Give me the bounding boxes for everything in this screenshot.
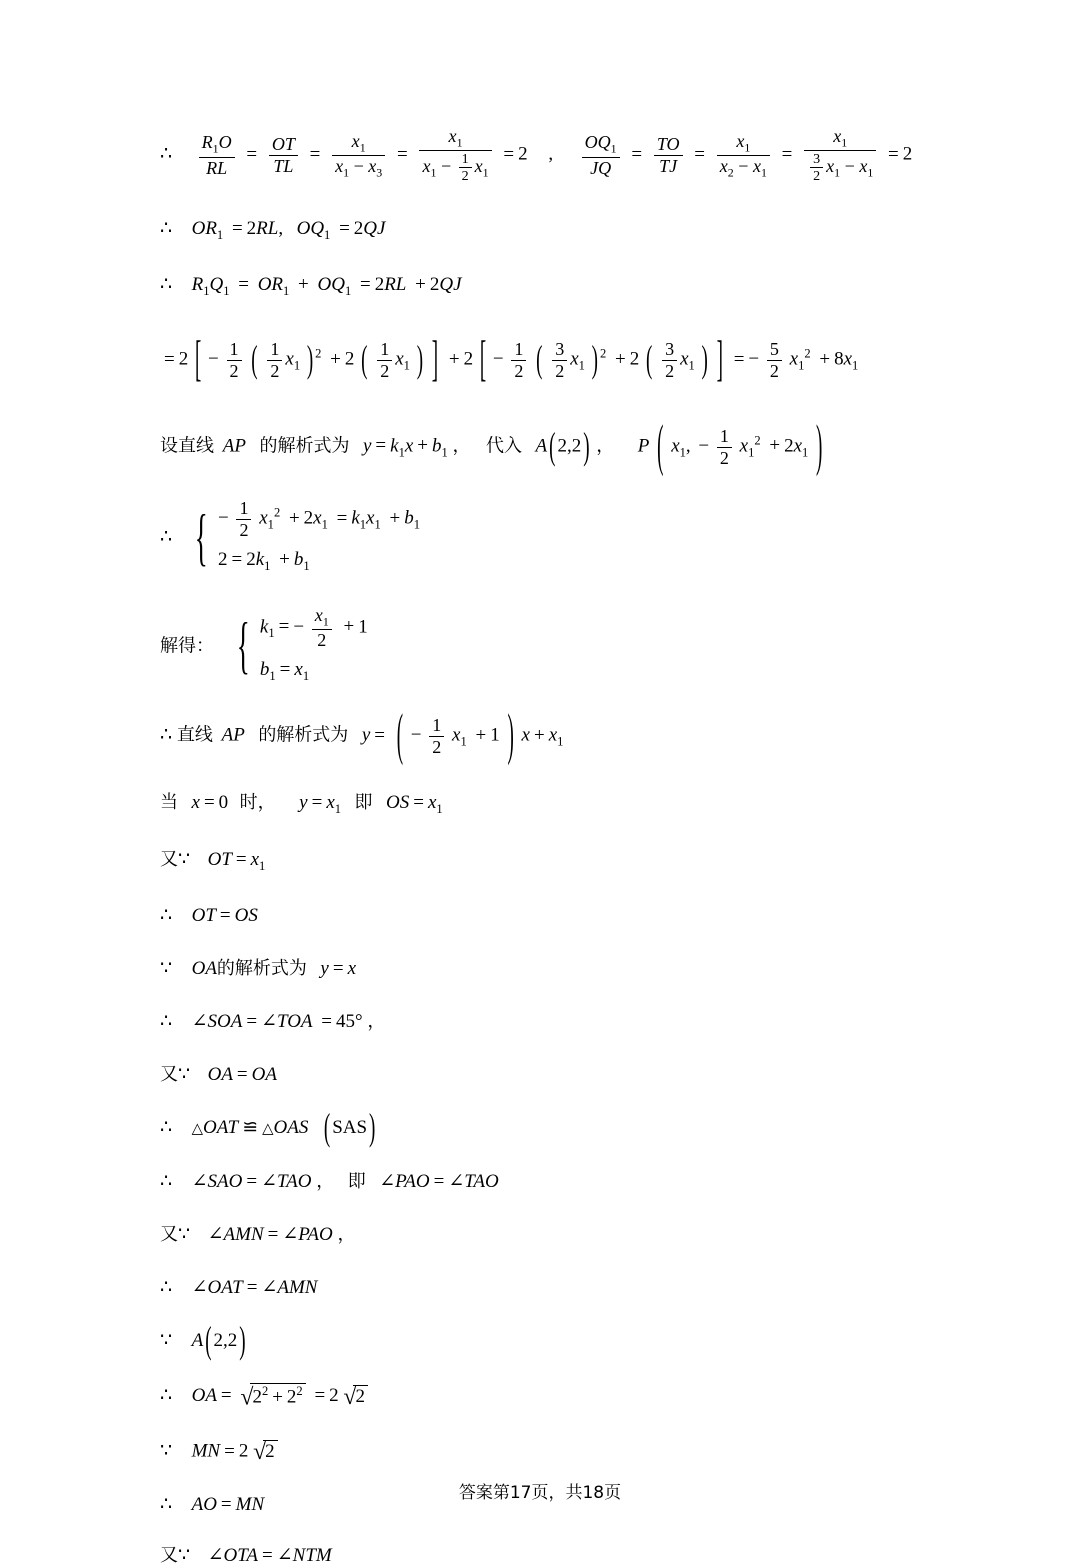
fraction-TO-TJ: $\frac{TO}{TJ}$ bbox=[654, 134, 683, 177]
fraction-x1-over-3half-x1-minus-x1: $x_1$ $\frac{3}{2}$ $x_1 - x_1$ bbox=[804, 126, 876, 185]
equation-line-20: ∴ OA = $√2^2 + 2^2 = 2$ √2 bbox=[160, 1383, 930, 1410]
because-symbol: ∵ bbox=[178, 1545, 191, 1566]
therefore-symbol: ∴ bbox=[160, 1385, 173, 1407]
because-symbol: ∵ bbox=[178, 848, 191, 870]
label-when: 当 bbox=[160, 792, 178, 814]
system-row-2: $2 = 2k_1 + b_1$ bbox=[218, 548, 310, 573]
label-line-AP-expression: 直线 bbox=[176, 724, 213, 746]
fraction-OQ1-JQ: $\frac{OQ_1}{JQ}$ bbox=[582, 132, 620, 178]
therefore-symbol: ∴ bbox=[160, 143, 173, 165]
system2-row-1: $k_1$ = − $\frac{x_1}{2}$ + 1 bbox=[259, 604, 368, 651]
therefore-symbol: ∴ bbox=[160, 1277, 173, 1299]
fraction-OT-TL: $\frac{OT}{TL}$ bbox=[269, 134, 298, 177]
sqrt-expression: $√2^2 + 2^2$ bbox=[240, 1383, 305, 1410]
therefore-symbol: ∴ bbox=[160, 724, 173, 746]
equation-line-10: 又∵ OT = $x_1$ bbox=[160, 848, 266, 873]
equation-line-8: ∴ 直线 AP 的解析式为 y = ( − $\frac{1}{2}$ $x_1 + 1$ ) $x + x_1$ bbox=[160, 704, 564, 768]
label-solved: 解得： bbox=[160, 635, 214, 657]
equation-line-13: ∴ ∠SOA = ∠TOA = 45° ， bbox=[160, 1011, 386, 1033]
equation-line-23: 又∵ ∠OTA = ∠NTM bbox=[160, 1545, 332, 1566]
sqrt-2: √2 bbox=[343, 1385, 368, 1410]
footer-text: 答案第17页，共18页 bbox=[458, 1483, 622, 1503]
because-symbol: ∵ bbox=[178, 1224, 191, 1246]
equation-line-16: ∴ ∠SAO = ∠TAO ， 即 ∠PAO = ∠TAO bbox=[160, 1171, 499, 1193]
page-footer bbox=[0, 1478, 1080, 1503]
equation-line-11: ∴ OT = OS bbox=[160, 905, 258, 927]
therefore-symbol: ∴ bbox=[160, 1494, 173, 1516]
label-again: 又 bbox=[160, 848, 178, 870]
fraction-x1-over-x1-half-x1: $x_1$ $x_1$ − $\frac{1}{2}$ $x_1$ bbox=[419, 126, 491, 185]
equation-line-4: = 2 [ − $\frac{1}{2}$ ( $\frac{1}{2}$ $x_1$ ) $^2$ + 2 ( $\frac{1}{2}$ $x_1$ ) ] + 2 [ − $\frac{1}{2}$ ( $\frac{3}{2}$ $x_1$ ) $^2$ + 2 ( $\frac{3}{2}$ $x_1$ ) ] = − $\frac{5}{2}$ $x_1^2 + 8x_1$ bbox=[164, 333, 859, 388]
system2-row-2: $b_1 = x_1$ bbox=[259, 658, 310, 683]
therefore-symbol: ∴ bbox=[160, 1171, 173, 1193]
label-analytic-expression: 的解析式为 bbox=[259, 435, 350, 457]
equation-line-22: ∴ AO = MN bbox=[160, 1494, 265, 1516]
fraction-R1O-RL: $\frac{R_1O}{RL}$ bbox=[199, 132, 235, 178]
equation-line-9: 当 x = 0 时， $y = x_1$ 即 OS = $x_1$ bbox=[160, 792, 443, 817]
equation-line-1: ∴ $\frac{R_1O}{RL}$ = $\frac{OT}{TL}$ = $\frac{x_1}{x_1 - x_3}$ = $x_1$ $x_1$ − $\frac{1}{2}$ $x_1$ = 2 , $\frac{OQ_1}{JQ}$ = $\frac{TO}{TJ}$ = $\frac{x_1}{x_2 - x_1}$ = $x_1$ $\frac{3}{2}$ $x_1 - x_1$ = 2 bbox=[160, 126, 913, 185]
fraction-x1-x2x1: $\frac{x_1}{x_2 - x_1}$ bbox=[717, 131, 770, 181]
equation-line-12: ∵ OA的解析式为 y = x bbox=[160, 958, 357, 980]
because-symbol: ∵ bbox=[178, 1064, 191, 1086]
sqrt-2: √2 bbox=[253, 1440, 278, 1465]
equation-line-18: ∴ ∠OAT = ∠AMN bbox=[160, 1277, 318, 1299]
therefore-symbol: ∴ bbox=[160, 905, 173, 927]
therefore-symbol: ∴ bbox=[160, 217, 173, 239]
fraction-x1-x1x3: $\frac{x_1}{x_1 - x_3}$ bbox=[332, 131, 385, 181]
because-symbol: ∵ bbox=[160, 958, 173, 980]
therefore-symbol: ∴ bbox=[160, 1117, 173, 1139]
because-symbol: ∵ bbox=[160, 1441, 173, 1463]
equation-line-17: 又∵ ∠AMN = ∠PAO ， bbox=[160, 1224, 356, 1246]
therefore-symbol: ∴ bbox=[160, 274, 173, 296]
equation-line-19: ∵ A ( 2,2 ) bbox=[160, 1320, 246, 1363]
equation-line-14: 又∵ OA = OA bbox=[160, 1064, 277, 1086]
text-line-set-line-AP: 设直线 AP 的解析式为 $y = k_1x + b_1$ ， 代入 A ( 2,2 ) ， P ( $x_1$, − $\frac{1}{2}$ $x_1^2 + 2x_1$ ) bbox=[160, 415, 823, 479]
therefore-symbol: ∴ bbox=[160, 1011, 173, 1033]
equation-line-15: ∴ △OAT ≌ △OAS ( SAS ) bbox=[160, 1107, 376, 1150]
label-that-is: 即 bbox=[347, 1171, 366, 1193]
system-row-1: − $\frac{1}{2}$ $x_1^2 + 2x_1 = k_1x_1 + b_1$ bbox=[218, 498, 420, 541]
therefore-symbol: ∴ bbox=[160, 526, 173, 548]
because-symbol: ∵ bbox=[160, 1330, 173, 1352]
equation-system-2: 解得： { $k_1$ = − $\frac{x_1}{2}$ + 1 $b_1 = x_1$ bbox=[160, 605, 930, 689]
equation-system-1: ∴ { − $\frac{1}{2}$ $x_1^2 + 2x_1 = k_1x_1 + b_1$ $2 = 2k_1 + b_1$ bbox=[160, 498, 930, 579]
label-set-line: 设直线 bbox=[160, 435, 214, 457]
label-substitute: 代入 bbox=[486, 435, 522, 457]
equation-line-3: ∴ $R_1Q_1 = OR_1 + OQ_1 = 2RL + 2QJ$ bbox=[160, 274, 462, 298]
equation-line-21: ∵ MN = 2 √2 bbox=[160, 1440, 930, 1465]
equation-line-2: ∴ $OR_1 = 2RL$, $OQ_1 = 2QJ$ bbox=[160, 217, 386, 242]
